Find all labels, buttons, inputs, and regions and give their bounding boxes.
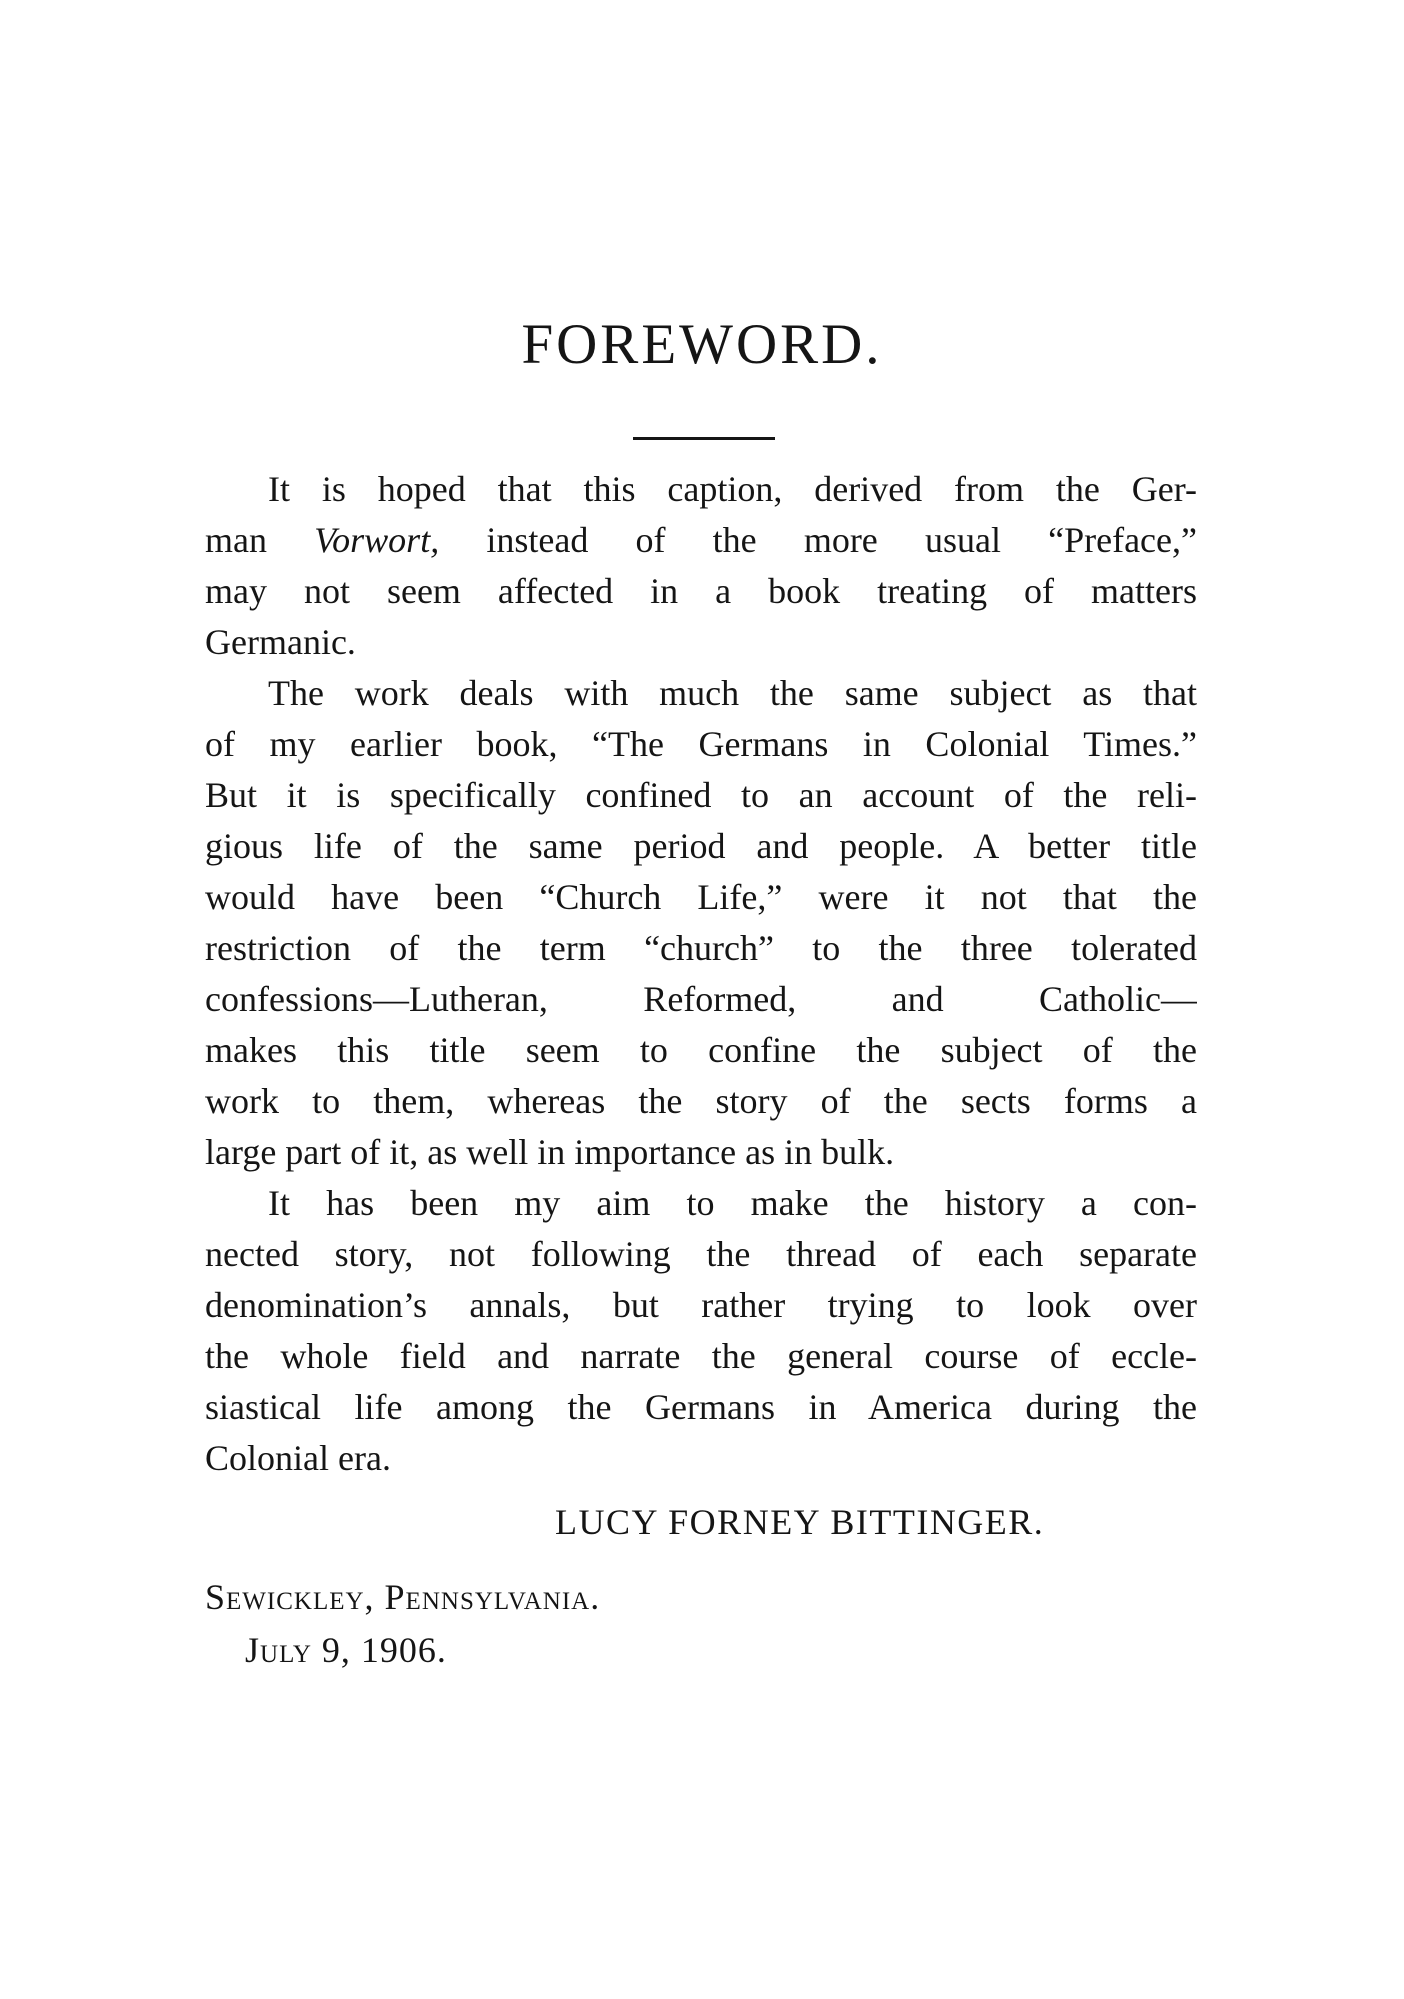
- place-line: Sewickley, Pennsylvania.: [205, 1577, 601, 1617]
- text-line: large part of it, as well in importance as in bulk.: [205, 1132, 895, 1172]
- text-line: would have been “Church Life,” were it not that the: [205, 877, 1197, 917]
- text-line: Colonial era.: [205, 1438, 391, 1478]
- text-line: confessions—Lutheran, Reformed, and Catholic—: [205, 979, 1197, 1019]
- text-line: gious life of the same period and people. A better title: [205, 826, 1197, 866]
- text-line: may not seem affected in a book treating of matters: [205, 571, 1197, 611]
- text-line: It is hoped that this caption, derived from the Ger-: [268, 469, 1197, 509]
- text-line: [205, 515, 1197, 566]
- text-line: Germanic.: [205, 622, 356, 662]
- text-run: man: [205, 520, 315, 560]
- text-line: nected story, not following the thread of each separate: [205, 1234, 1197, 1274]
- text-line: restriction of the term “church” to the three tolerated: [205, 928, 1197, 968]
- paragraph-3: [205, 1178, 1197, 1484]
- paragraph-1: [205, 464, 1197, 668]
- page-title: FOREWORD.: [521, 313, 883, 376]
- text-line: work to them, whereas the story of the sects forms a: [205, 1081, 1197, 1121]
- text-line: makes this title seem to confine the subject of the: [205, 1030, 1197, 1070]
- title-rule-divider: [633, 437, 775, 440]
- paragraph-2: [205, 668, 1197, 1178]
- text-line: denomination’s annals, but rather trying to look over: [205, 1285, 1197, 1325]
- text-line: The work deals with much the same subject as that: [268, 673, 1197, 713]
- text-line: the whole field and narrate the general course of eccle-: [205, 1336, 1197, 1376]
- text-line: siastical life among the Germans in America during the: [205, 1387, 1197, 1427]
- text-line: But it is specifically confined to an account of the reli-: [205, 775, 1197, 815]
- foreword-body: [205, 464, 1197, 1484]
- text-line: of my earlier book, “The Germans in Colonial Times.”: [205, 724, 1197, 764]
- author-signature: LUCY FORNEY BITTINGER.: [555, 1502, 1045, 1542]
- italic-word-vorwort: Vorwort,: [314, 520, 440, 560]
- date-line: July 9, 1906.: [245, 1630, 447, 1670]
- text-run: instead of the more usual “Preface,”: [439, 520, 1197, 560]
- text-line: It has been my aim to make the history a con-: [268, 1183, 1197, 1223]
